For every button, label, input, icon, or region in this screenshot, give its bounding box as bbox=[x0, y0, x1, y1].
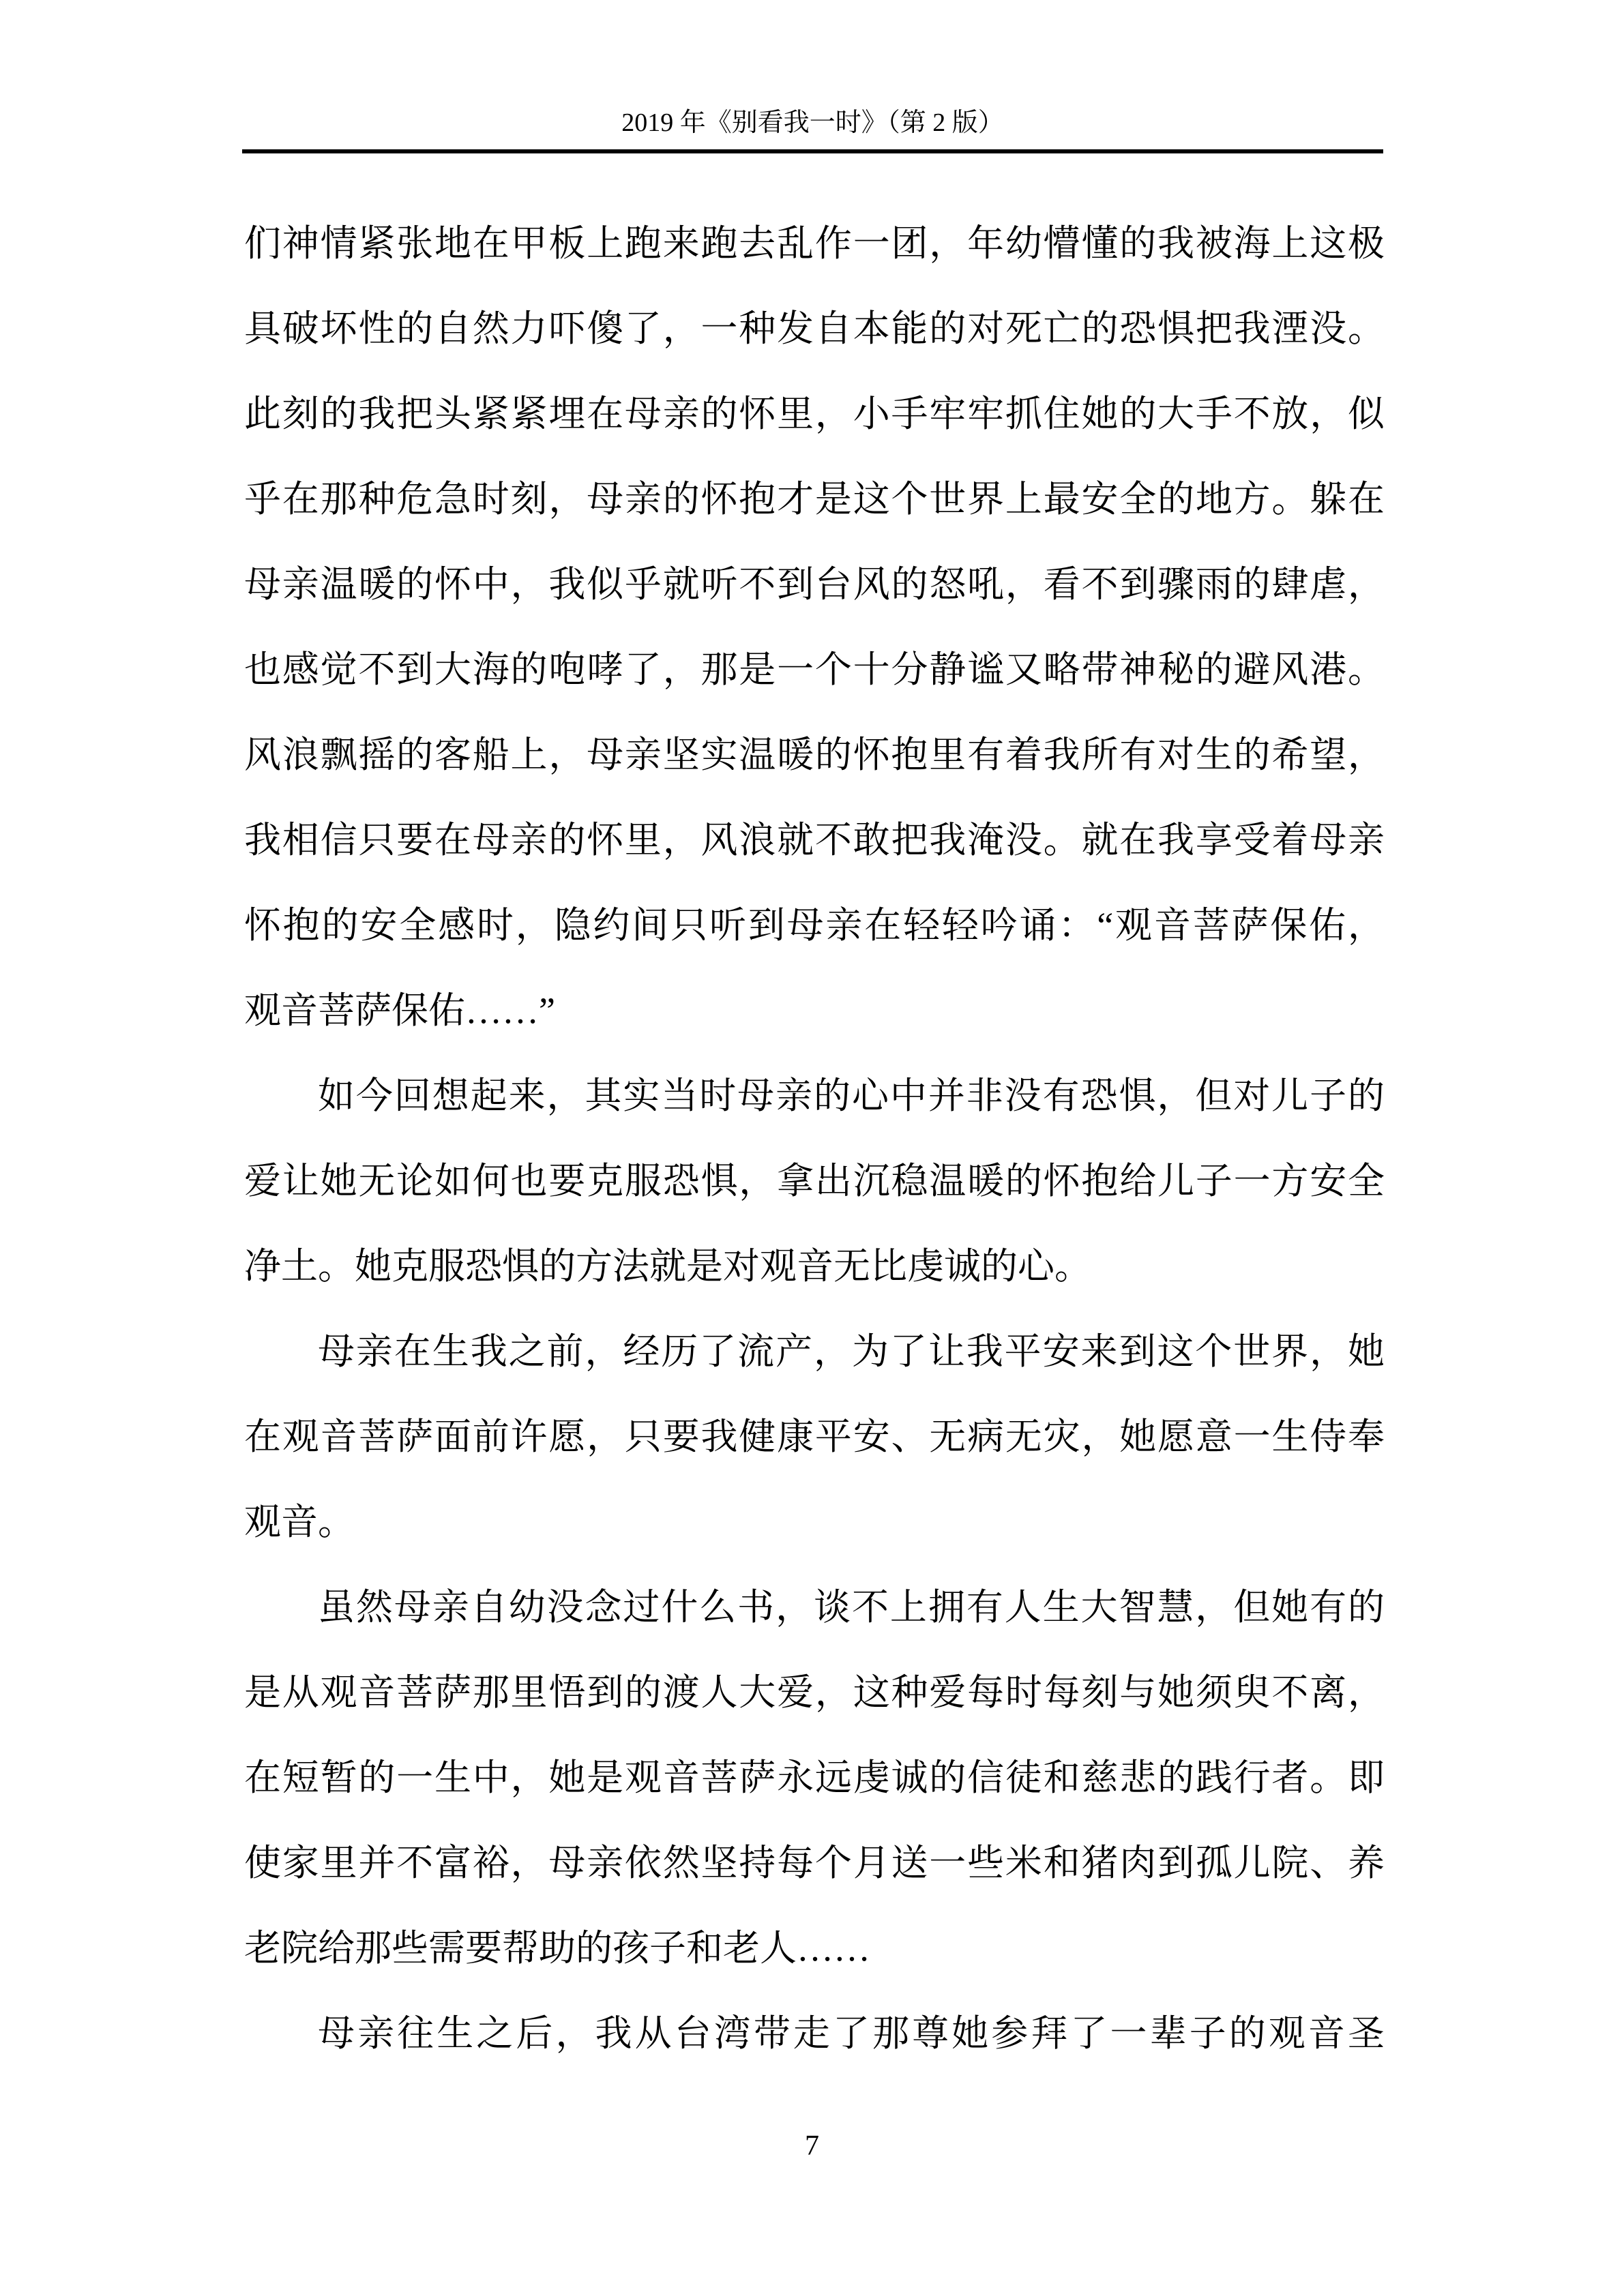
text-line: 是从观音菩萨那里悟到的渡人大爱，这种爱每时每刻与她须臾不离， bbox=[244, 1672, 1385, 1713]
document-body bbox=[244, 201, 1385, 2076]
text-line: 母亲温暖的怀中，我似乎就听不到台风的怒吼，看不到骤雨的肆虐， bbox=[244, 564, 1385, 605]
text-line: 怀抱的安全感时，隐约间只听到母亲在轻轻吟诵：“观音菩萨保佑， bbox=[244, 905, 1385, 946]
text-line: 净土。她克服恐惧的方法就是对观音无比虔诚的心。 bbox=[244, 1246, 1091, 1287]
text-line: 具破坏性的自然力吓傻了，一种发自本能的对死亡的恐惧把我湮没。 bbox=[244, 308, 1385, 349]
text-line: 母亲往生之后，我从台湾带走了那尊她参拜了一辈子的观音圣 bbox=[318, 2013, 1385, 2054]
text-line: 在观音菩萨面前许愿，只要我健康平安、无病无灾，她愿意一生侍奉 bbox=[244, 1416, 1385, 1457]
header-rule-divider bbox=[242, 149, 1383, 153]
text-line: 在短暂的一生中，她是观音菩萨永远虔诚的信徒和慈悲的践行者。即 bbox=[244, 1757, 1385, 1798]
text-line: 此刻的我把头紧紧埋在母亲的怀里，小手牢牢抓住她的大手不放，似 bbox=[244, 393, 1385, 434]
page-header-title: 2019 年《别看我一时》（第 2 版） bbox=[621, 108, 1004, 137]
text-line: 我相信只要在母亲的怀里，风浪就不敢把我淹没。就在我享受着母亲 bbox=[244, 820, 1385, 861]
text-line: 使家里并不富裕，母亲依然坚持每个月送一些米和猪肉到孤儿院、养 bbox=[244, 1843, 1385, 1883]
text-line: 老院给那些需要帮助的孩子和老人…… bbox=[244, 1928, 870, 1969]
text-line: 爱让她无论如何也要克服恐惧，拿出沉稳温暖的怀抱给儿子一方安全 bbox=[244, 1161, 1385, 1202]
text-line: 乎在那种危急时刻，母亲的怀抱才是这个世界上最安全的地方。躲在 bbox=[244, 479, 1385, 520]
text-line: 风浪飘摇的客船上，母亲坚实温暖的怀抱里有着我所有对生的希望， bbox=[244, 734, 1385, 775]
page-number: 7 bbox=[805, 2130, 819, 2162]
text-line: 观音菩萨保佑……” bbox=[244, 990, 555, 1031]
text-line: 们神情紧张地在甲板上跑来跑去乱作一团，年幼懵懂的我被海上这极 bbox=[244, 223, 1385, 264]
text-line: 虽然母亲自幼没念过什么书，谈不上拥有人生大智慧，但她有的 bbox=[318, 1587, 1385, 1628]
text-line: 母亲在生我之前，经历了流产，为了让我平安来到这个世界，她 bbox=[318, 1331, 1385, 1372]
text-line: 也感觉不到大海的咆哮了，那是一个十分静谧又略带神秘的避风港。 bbox=[244, 649, 1385, 690]
text-line: 如今回想起来，其实当时母亲的心中并非没有恐惧，但对儿子的 bbox=[318, 1075, 1385, 1116]
text-line: 观音。 bbox=[244, 1502, 355, 1542]
